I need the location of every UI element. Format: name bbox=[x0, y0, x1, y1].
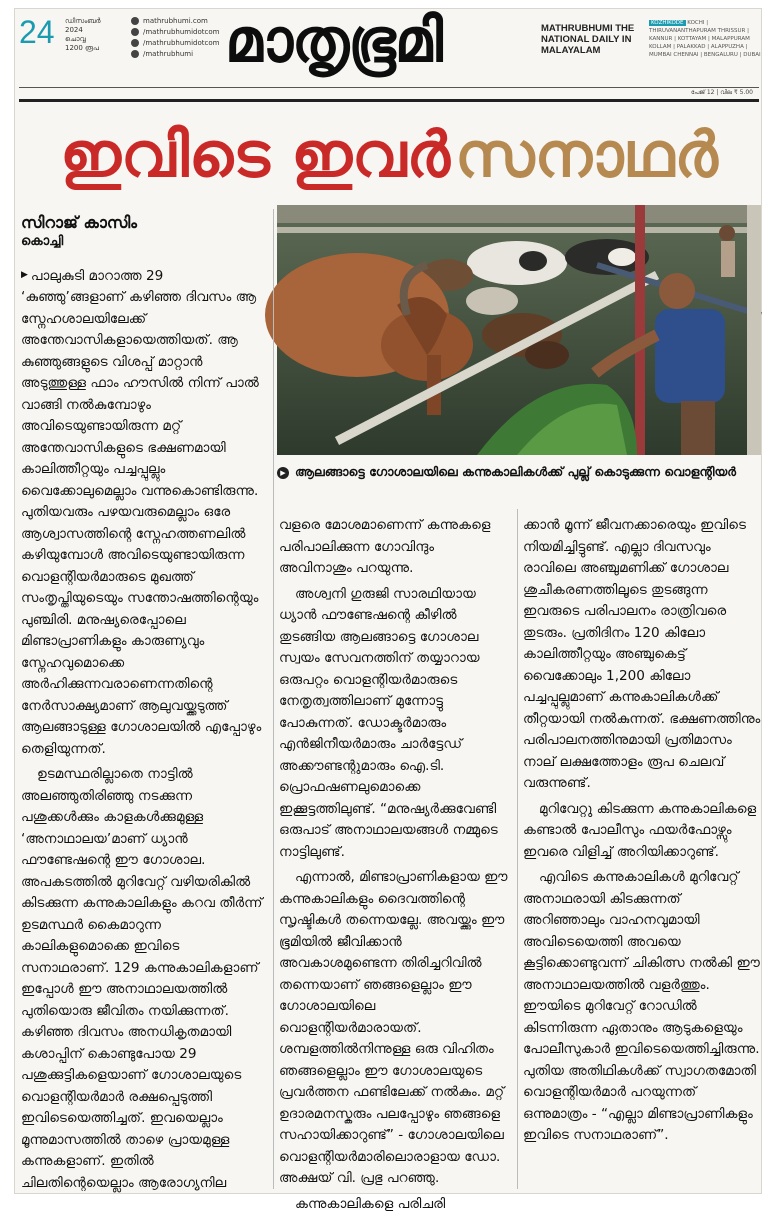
globe-icon bbox=[131, 17, 139, 25]
social-x-label: /mathrubhumi bbox=[143, 50, 193, 58]
article-column-3 bbox=[523, 515, 761, 1195]
editions-text: KOCHI | THIRUVANANTHAPURAM THRISSUR | KANNUR | KOTTAYAM | MALAPPURAM KOLLAM | PALAKKAD | ALAPPUZHA | MUMBAI CHENNAI | BENGALURU | DUBAI bbox=[649, 20, 761, 58]
article-paragraph bbox=[21, 265, 269, 760]
social-web-label: mathrubhumi.com bbox=[143, 17, 208, 25]
social-x[interactable] bbox=[131, 48, 227, 59]
article-paragraph: എവിടെ കന്നുകാലികൾ മുറിവേറ്റ് അനാഥരായി കിടക്കുന്നത് അറിഞ്ഞാലും വാഹനവുമായി അവിടെയെത്തി അവയെ കൂട്ടിക്കൊണ്ടുവന്ന് ചികിത്സ നൽകി ഈ അനാഥാലയത്തിൽ വളർത്തും. ഈയിടെ മുറിവേറ്റ് റോഡിൽ കിടന്നിരുന്ന ഏതാനും ആടുകളെയും പോലീസുകാർ ഇവിടെയെത്തിച്ചിരുന്നു. പുതിയ അതിഥികൾക്ക് സ്വാഗതമോതി വൊളന്റിയർമാർ പറയുന്നത് ഒന്നുമാത്രം - “എല്ലാ മിണ്ടാപ്രാണികളും ഇവിടെ സനാഥരാണ്”. bbox=[523, 867, 761, 1147]
photo-illustration bbox=[277, 205, 761, 455]
x-icon bbox=[131, 50, 139, 58]
headline-part-2: സനാഥർ bbox=[455, 118, 718, 191]
tagline: MATHRUBHUMI THE NATIONAL DAILY IN MALAYALAM bbox=[541, 23, 661, 56]
instagram-icon bbox=[131, 39, 139, 47]
masthead-rule-bottom bbox=[19, 99, 759, 102]
masthead bbox=[15, 9, 763, 105]
column-divider-1 bbox=[273, 209, 274, 1189]
social-instagram-label: /mathrubhumidotcom bbox=[143, 39, 219, 47]
date-number: 24 bbox=[19, 13, 55, 51]
headline-part-1: ഇവിടെ ഇവർ bbox=[60, 118, 450, 191]
byline-author: സിറാജ് കാസിം bbox=[21, 213, 271, 233]
date-month: ഡിസംബർ bbox=[65, 17, 129, 26]
byline-place: കൊച്ചി bbox=[21, 233, 271, 251]
article-column-1 bbox=[21, 265, 269, 1195]
date-block bbox=[19, 13, 129, 59]
byline bbox=[21, 213, 271, 251]
cows-feeding-photo bbox=[277, 205, 761, 455]
editions-list bbox=[649, 19, 761, 59]
article-column-2 bbox=[279, 515, 511, 1195]
newspaper-page bbox=[14, 8, 762, 1194]
social-web[interactable] bbox=[131, 15, 227, 26]
facebook-icon bbox=[131, 28, 139, 36]
article-paragraph: അശ്വനി ഗുരുജി സാരഥിയായ ധ്യാൻ ഫൗണ്ടേഷന്റെ കീഴിൽ തുടങ്ങിയ ആലങ്ങാട്ടെ ഗോശാല സ്വയം സേവനത്തിന് തയ്യാറായ ഒരുപറ്റം വൊളന്റിയർമാരുടെ നേതൃത്വത്തിലാണ് മുന്നോട്ടു പോകുന്നത്. ഡോക്ടർമാരും എൻജിനീയർമാരും ചാർട്ടേഡ് അക്കൗണ്ടന്റുമാരും ഐ.ടി. പ്രൊഫഷണലുമൊക്കെ ഇക്കൂട്ടത്തിലുണ്ട്. “മനുഷ്യർക്കുവേണ്ടി ഒരുപാട് അനാഥാലയങ്ങൾ നമ്മുടെ നാട്ടിലുണ്ട്. bbox=[279, 584, 511, 864]
date-price: 1200 രൂപ bbox=[65, 44, 129, 53]
editions-badge: KOZHIKODE bbox=[649, 20, 686, 26]
lead-arrow-icon: ▶ bbox=[21, 270, 28, 280]
caption-text: ആലങ്ങാട്ടെ ഗോശാലയിലെ കന്നുകാലികൾക്ക് പുല്ല് കൊടുക്കുന്ന വൊളന്റിയർ bbox=[295, 464, 736, 479]
article-paragraph: ഉടമസ്ഥരില്ലാതെ നാട്ടിൽ അലഞ്ഞുതിരിഞ്ഞു നടക്കുന്ന പശുക്കൾക്കും കാളകൾക്കുമുള്ള ‘അനാഥാലയ’മാണ് ധ്യാൻ ഫൗണ്ടേഷന്റെ ഈ ഗോശാല. അപകടത്തിൽ മുറിവേറ്റ് വഴിയരികിൽ കിടക്കുന്ന കന്നുകാലികളും കറവ തീർന്ന് ഉടമസ്ഥർ കൈമാറുന്ന കാലികളുമൊക്കെ ഇവിടെ സനാഥരാണ്. 129 കന്നുകാലികളാണ് ഇപ്പോൾ ഈ അനാഥാലയത്തിൽ പുതിയൊരു ജീവിതം നയിക്കുന്നത്. കഴിഞ്ഞ ദിവസം അനധികൃതമായി കശാപ്പിന് കൊണ്ടുപോയ 29 പശുക്കുട്ടികളെയാണ് ഗോശാലയുടെ വൊളന്റിയർമാർ രക്ഷപ്പെടുത്തി ഇവിടെയെത്തിച്ചത്. ഇവയെല്ലാം മൂന്നുമാസത്തിൽ താഴെ പ്രായമുള്ള കന്നുകളാണ്. ഇതിൽ ചിലതിന്റെയെല്ലാം ആരോഗ്യനില bbox=[21, 764, 269, 1194]
article-paragraph: ക്കാൻ മൂന്ന് ജീവനക്കാരെയും ഇവിടെ നിയമിച്ചിട്ടുണ്ട്. എല്ലാ ദിവസവും രാവിലെ അഞ്ചുമണിക്ക് ഗോശാല ശുചീകരണത്തിലൂടെ തുടങ്ങുന്ന ഇവരുടെ പരിപാലനം രാത്രിവരെ തുടരും. പ്രതിദിനം 120 കിലോ കാലിത്തീറ്റയും അഞ്ചുകെട്ട് വൈക്കോലും 1,200 കിലോ പച്ചപ്പുല്ലുമാണ് കന്നുകാലികൾക്ക് തീറ്റയായി നൽകുന്നത്. ഭക്ഷണത്തിനും പരിപാലനത്തിനുമായി പ്രതിമാസം നാല് ലക്ഷത്തോളം രൂപ ചെലവ് വരുന്നുണ്ട്. bbox=[523, 515, 761, 795]
page-meta: പേജ് 12 | വില ₹ 5.00 bbox=[691, 89, 753, 97]
paragraph-text: പാലുകുടി മാറാത്ത 29 ‘കുഞ്ഞു’ങ്ങളാണ് കഴിഞ്ഞ ദിവസം ആ സ്നേഹശാലയിലേക്ക് അന്തേവാസികളായെത്തിയത്. ആ കുഞ്ഞുങ്ങളുടെ വിശപ്പ് മാറ്റാൻ അടുത്തുള്ള ഫാം ഹൗസിൽ നിന്ന് പാൽ വാങ്ങി നൽകുമ്പോഴും അവിടെയുണ്ടായിരുന്ന മറ്റ് അന്തേവാസികളുടെ ഭക്ഷണമായി കാലിത്തീറ്റയും പച്ചപ്പുല്ലും വൈക്കോലുമെല്ലാം വന്നുകൊണ്ടിരുന്നു. പുതിയവരും പഴയവരുമെല്ലാം ഒരേ ആശ്വാസത്തിന്റെ സ്നേഹത്തണലിൽ കഴിയുമ്പോൾ അവിടെയുണ്ടായിരുന്ന വൊളന്റിയർമാരുടെ മുഖത്ത് സംതൃപ്തിയുടെയും സന്തോഷത്തിന്റെയും പുഞ്ചിരി. മനുഷ്യരെപ്പോലെ മിണ്ടാപ്രാണികളും കാരുണ്യവും സ്നേഹവുമൊക്കെ അർഹിക്കുന്നവരാണെന്നതിന്റെ നേർസാക്ഷ്യമാണ് ആലുവയ്ക്കടുത്ത് ആലങ്ങാടുള്ള ഗോശാലയിൽ എപ്പോഴും തെളിയുന്നത്. bbox=[21, 268, 261, 757]
photo-caption bbox=[277, 461, 761, 483]
date-year: 2024 bbox=[65, 26, 129, 35]
column-divider-2 bbox=[517, 509, 518, 1189]
social-facebook[interactable] bbox=[131, 26, 227, 37]
article-paragraph: കന്നുകാലികളെ പരിചരി bbox=[279, 1194, 511, 1215]
newspaper-logo: മാതൃഭൂമി bbox=[225, 5, 442, 77]
date-details bbox=[65, 17, 129, 53]
masthead-rule-top bbox=[19, 87, 759, 88]
social-links bbox=[131, 15, 227, 59]
social-instagram[interactable] bbox=[131, 37, 227, 48]
article-paragraph: മുറിവേറ്റു കിടക്കുന്ന കന്നുകാലികളെ കണ്ടാൽ പോലീസും ഫയർഫോഴ്സും ഇവരെ വിളിച്ച് അറിയിക്കാറുണ്ട്. bbox=[523, 799, 761, 864]
play-icon: ▶ bbox=[277, 467, 289, 479]
date-weekday: ചൊവ്വ bbox=[65, 35, 129, 44]
headline bbox=[15, 113, 763, 199]
social-facebook-label: /mathrubhumidotcom bbox=[143, 28, 219, 36]
article-paragraph: വളരെ മോശമാണെന്ന് കന്നുകളെ പരിപാലിക്കുന്ന ഗോവിന്ദും അവിനാശും പറയുന്നു. bbox=[279, 515, 511, 580]
article-paragraph: എന്നാൽ, മിണ്ടാപ്രാണികളായ ഈ കന്നുകാലികളും ദൈവത്തിന്റെ സൃഷ്ടികൾ തന്നെയല്ലേ. അവയ്ക്കും ഈ ഭൂമിയിൽ ജീവിക്കാൻ അവകാശമുണ്ടെന്ന തിരിച്ചറിവിൽ തന്നെയാണ് ഞങ്ങളെല്ലാം ഈ ഗോശാലയിലെ വൊളന്റിയർമാരായത്. ശമ്പളത്തിൽനിന്നുള്ള ഒരു വിഹിതം ഞങ്ങളെല്ലാം ഈ ഗോശാലയുടെ പ്രവർത്തന ഫണ്ടിലേക്ക് നൽകും. മറ്റ് ഉദാരമനസ്കരും പലപ്പോഴും ഞങ്ങളെ സഹായിക്കാറുണ്ട്” - ഗോശാലയിലെ വൊളന്റിയർമാരിലൊരാളായ ഡോ. അക്ഷയ് വി. പ്രഭു പറഞ്ഞു. bbox=[279, 867, 511, 1190]
